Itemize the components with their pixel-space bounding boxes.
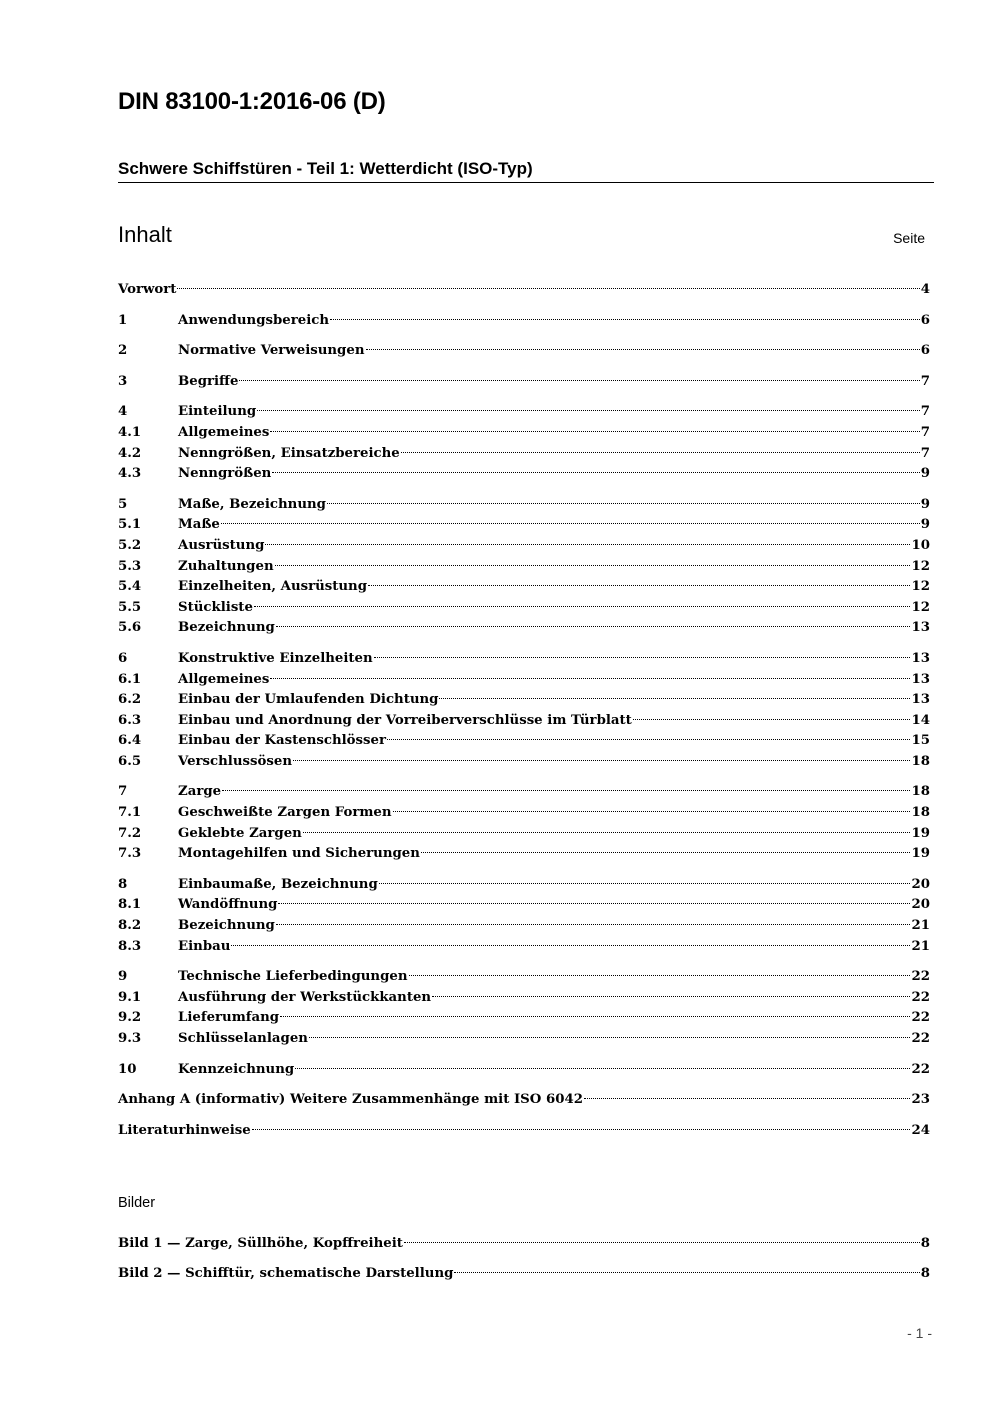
toc-entry[interactable] xyxy=(118,618,930,639)
toc-entry-title: Einteilung xyxy=(178,404,257,420)
toc-entry[interactable] xyxy=(118,988,930,1009)
toc-entry[interactable] xyxy=(118,536,930,557)
toc-entry[interactable] xyxy=(118,372,930,393)
toc-entry-page: 22 xyxy=(911,969,930,985)
figure-entry-page: 8 xyxy=(920,1236,930,1251)
dot-leader xyxy=(254,606,911,607)
toc-entry[interactable] xyxy=(118,1029,930,1050)
toc-entry[interactable] xyxy=(118,495,930,516)
toc-entry[interactable] xyxy=(118,782,930,803)
figure-entry[interactable] xyxy=(118,1234,930,1255)
toc-entry-title: Montagehilfen und Sicherungen xyxy=(178,846,420,862)
figure-entry-title: Bild 2 — Schifftür, schematische Darstellung xyxy=(118,1265,454,1281)
toc-entry[interactable] xyxy=(118,967,930,988)
toc-entry-number: 1 xyxy=(118,312,128,328)
toc-entry-title: Einbau xyxy=(178,938,231,954)
dot-leader xyxy=(309,1037,911,1038)
toc-entry-page: 7 xyxy=(920,404,930,420)
toc-entry-title: Schlüsselanlagen xyxy=(178,1031,308,1046)
toc-entry-title: Einbaumaße, Bezeichnung xyxy=(178,876,378,892)
dot-leader xyxy=(409,975,911,976)
toc-entry[interactable] xyxy=(118,1060,930,1081)
toc-entry-number: 6.3 xyxy=(118,712,142,728)
toc-entry[interactable] xyxy=(118,1008,930,1029)
toc-entry-page: 21 xyxy=(911,938,930,954)
toc-entry-page: 12 xyxy=(911,599,930,615)
toc-entry[interactable] xyxy=(118,311,930,332)
toc-entry-number: 8.1 xyxy=(118,897,142,913)
dot-leader xyxy=(276,626,911,627)
toc-entry-number: 7.3 xyxy=(118,846,142,862)
toc-entry[interactable] xyxy=(118,1121,930,1142)
dot-leader xyxy=(404,1242,920,1243)
dot-leader xyxy=(280,1016,910,1017)
toc-entry[interactable] xyxy=(118,711,930,732)
toc-entry[interactable] xyxy=(118,895,930,916)
document-title: DIN 83100-1:2016-06 (D) xyxy=(118,88,386,115)
toc-entry-number: 9.2 xyxy=(118,1010,142,1026)
toc-entry-number: 6.4 xyxy=(118,733,142,749)
toc-entry[interactable] xyxy=(118,937,930,958)
toc-entry-page: 13 xyxy=(911,671,930,687)
toc-entry-title: Anhang A (informativ) Weitere Zusammenhänge mit ISO 6042 xyxy=(118,1092,584,1108)
dot-leader xyxy=(454,1272,919,1273)
toc-entry-number: 7.2 xyxy=(118,825,142,841)
toc-entry-page: 9 xyxy=(920,496,930,512)
toc-entry-title: Begriffe xyxy=(178,373,239,389)
dot-leader xyxy=(276,924,911,925)
toc-entry-title: Zarge xyxy=(178,784,222,800)
toc-entry[interactable] xyxy=(118,824,930,845)
toc-entry-number: 8.2 xyxy=(118,918,142,934)
dot-leader xyxy=(231,945,910,946)
toc-entry-title: Kennzeichnung xyxy=(178,1061,295,1077)
toc-entry[interactable] xyxy=(118,423,930,444)
toc-entry-page: 13 xyxy=(911,620,930,636)
toc-entry-number: 5.6 xyxy=(118,620,142,636)
dot-leader xyxy=(584,1098,910,1099)
figure-entry-page: 8 xyxy=(920,1265,930,1281)
dot-leader xyxy=(270,678,910,679)
toc-entry[interactable] xyxy=(118,875,930,896)
toc-entry[interactable] xyxy=(118,444,930,465)
toc-entry-page: 10 xyxy=(911,537,930,553)
toc-entry-page: 6 xyxy=(920,343,930,359)
toc-entry-number: 8 xyxy=(118,876,128,892)
toc-entry-page: 7 xyxy=(920,373,930,389)
dot-leader xyxy=(252,1129,911,1130)
toc-entry-title: Einzelheiten, Ausrüstung xyxy=(178,579,368,595)
toc-entry-number: 6.1 xyxy=(118,671,142,687)
toc-entry-title: Einbau der Umlaufenden Dichtung xyxy=(178,692,439,708)
dot-leader xyxy=(257,410,920,411)
toc-entry-title: Stückliste xyxy=(178,599,253,615)
dot-leader xyxy=(177,288,919,289)
toc-entry[interactable] xyxy=(118,844,930,865)
toc-entry-page: 13 xyxy=(911,650,930,666)
dot-leader xyxy=(275,565,911,566)
toc-entry-page: 6 xyxy=(920,312,930,328)
dot-leader xyxy=(393,811,911,812)
toc-entry[interactable] xyxy=(118,598,930,619)
toc-entry[interactable] xyxy=(118,464,930,485)
toc-entry-title: Maße, Bezeichnung xyxy=(178,496,326,512)
toc-entry-page: 13 xyxy=(911,692,930,708)
toc-entry-number: 2 xyxy=(118,343,128,359)
dot-leader xyxy=(278,903,910,904)
figures-heading: Bilder xyxy=(118,1195,156,1211)
dot-leader xyxy=(293,760,911,761)
toc-entry-number: 4 xyxy=(118,404,128,420)
toc-entry[interactable] xyxy=(118,670,930,691)
toc-entry-number: 4.1 xyxy=(118,424,142,440)
toc-entry-title: Literaturhinweise xyxy=(118,1122,251,1138)
toc-entry-page: 12 xyxy=(911,558,930,574)
toc-heading: Inhalt xyxy=(118,222,172,247)
toc-entry-page: 24 xyxy=(911,1122,930,1138)
title-divider xyxy=(118,182,934,183)
toc-entry-title: Technische Lieferbedingungen xyxy=(178,969,408,985)
toc-entry-page: 23 xyxy=(911,1092,930,1108)
toc-entry-title: Allgemeines xyxy=(178,671,270,687)
toc-entry[interactable] xyxy=(118,577,930,598)
list-of-figures xyxy=(118,1234,930,1284)
toc-entry-number: 9.1 xyxy=(118,989,142,1005)
toc-entry-title: Lieferumfang xyxy=(178,1010,280,1026)
dot-leader xyxy=(272,472,919,473)
dot-leader xyxy=(270,431,919,432)
toc-entry-title: Allgemeines xyxy=(178,424,270,440)
toc-entry-number: 5.3 xyxy=(118,558,142,574)
toc-entry[interactable] xyxy=(118,916,930,937)
toc-entry[interactable] xyxy=(118,803,930,824)
toc-entry-number: 10 xyxy=(118,1061,137,1077)
toc-entry-page: 22 xyxy=(911,1031,930,1046)
toc-entry[interactable] xyxy=(118,649,930,670)
toc-entry-page: 12 xyxy=(911,579,930,595)
document-subtitle: Schwere Schiffstüren - Teil 1: Wetterdicht (ISO-Typ) xyxy=(118,159,533,178)
toc-entry-page: 19 xyxy=(911,825,930,841)
dot-leader xyxy=(368,585,910,586)
toc-entry-page: 14 xyxy=(911,712,930,728)
toc-entry-page: 4 xyxy=(920,282,930,297)
toc-entry[interactable] xyxy=(118,557,930,578)
toc-entry-number: 7.1 xyxy=(118,805,142,821)
dot-leader xyxy=(295,1068,910,1069)
toc-entry-number: 3 xyxy=(118,373,128,389)
toc-entry-page: 18 xyxy=(911,784,930,800)
toc-entry-title: Nenngrößen, Einsatzbereiche xyxy=(178,445,400,461)
toc-entry-number: 9.3 xyxy=(118,1031,142,1046)
toc-entry[interactable] xyxy=(118,341,930,362)
toc-entry-page: 22 xyxy=(911,989,930,1005)
dot-leader xyxy=(379,883,911,884)
toc-entry[interactable] xyxy=(118,690,930,711)
figure-entry-title: Bild 1 — Zarge, Süllhöhe, Kopffreiheit xyxy=(118,1236,403,1251)
dot-leader xyxy=(265,544,910,545)
toc-entry-title: Ausführung der Werkstückkanten xyxy=(178,989,432,1005)
toc-entry-title: Geschweißte Zargen Formen xyxy=(178,805,392,821)
toc-entry[interactable] xyxy=(118,752,930,773)
toc-entry-page: 18 xyxy=(911,753,930,769)
toc-entry[interactable] xyxy=(118,402,930,423)
toc-entry-title: Einbau und Anordnung der Vorreiberverschlüsse im Türblatt xyxy=(178,712,632,728)
toc-entry-number: 4.2 xyxy=(118,445,142,461)
dot-leader xyxy=(303,832,911,833)
dot-leader xyxy=(401,452,920,453)
toc-entry[interactable] xyxy=(118,1090,930,1111)
dot-leader xyxy=(327,503,920,504)
dot-leader xyxy=(421,852,911,853)
toc-entry-page: 20 xyxy=(911,876,930,892)
toc-entry-page: 18 xyxy=(911,805,930,821)
dot-leader xyxy=(239,380,919,381)
toc-entry-number: 5.4 xyxy=(118,579,142,595)
toc-entry-page: 9 xyxy=(920,517,930,533)
toc-entry-title: Vorwort xyxy=(118,282,177,297)
toc-entry[interactable] xyxy=(118,280,930,301)
dot-leader xyxy=(366,349,920,350)
toc-entry-page: 22 xyxy=(911,1061,930,1077)
toc-entry-number: 6.2 xyxy=(118,692,142,708)
dot-leader xyxy=(387,739,910,740)
dot-leader xyxy=(633,719,911,720)
dot-leader xyxy=(432,996,910,997)
toc-entry-title: Anwendungsbereich xyxy=(178,312,330,328)
toc-entry-page: 21 xyxy=(911,918,930,934)
toc-entry-number: 6.5 xyxy=(118,753,142,769)
dot-leader xyxy=(330,319,920,320)
toc-entry-page: 9 xyxy=(920,466,930,482)
dot-leader xyxy=(222,790,910,791)
toc-entry-title: Nenngrößen xyxy=(178,466,272,482)
toc-entry-title: Ausrüstung xyxy=(178,537,265,553)
toc-entry-title: Verschlussösen xyxy=(178,753,292,769)
toc-entry-title: Bezeichnung xyxy=(178,918,275,934)
toc-entry-number: 5.5 xyxy=(118,599,142,615)
toc-entry-page: 22 xyxy=(911,1010,930,1026)
dot-leader xyxy=(439,698,910,699)
toc-entry-title: Normative Verweisungen xyxy=(178,343,365,359)
toc-entry-title: Einbau der Kastenschlösser xyxy=(178,733,386,749)
toc-entry-number: 7 xyxy=(118,784,128,800)
toc-entry-title: Maße xyxy=(178,517,220,533)
figure-entry[interactable] xyxy=(118,1264,930,1285)
toc-entry-title: Geklebte Zargen xyxy=(178,825,302,841)
page-number: - 1 - xyxy=(907,1325,932,1341)
toc-entry-number: 5.1 xyxy=(118,517,142,533)
toc-entry-page: 7 xyxy=(920,445,930,461)
toc-entry-number: 5 xyxy=(118,496,128,512)
toc-entry[interactable] xyxy=(118,515,930,536)
toc-page-column-label: Seite xyxy=(893,230,925,246)
dot-leader xyxy=(374,657,911,658)
dot-leader xyxy=(221,523,920,524)
toc-entry-page: 19 xyxy=(911,846,930,862)
toc-entry[interactable] xyxy=(118,731,930,752)
toc-entry-title: Bezeichnung xyxy=(178,620,275,636)
toc-entry-number: 8.3 xyxy=(118,938,142,954)
toc-entry-title: Wandöffnung xyxy=(178,897,278,913)
toc-entry-page: 20 xyxy=(911,897,930,913)
toc-entry-title: Konstruktive Einzelheiten xyxy=(178,650,373,666)
toc-entry-number: 6 xyxy=(118,650,128,666)
toc-entry-page: 15 xyxy=(911,733,930,749)
toc-entry-page: 7 xyxy=(920,424,930,440)
toc-entry-title: Zuhaltungen xyxy=(178,558,274,574)
toc-entry-number: 5.2 xyxy=(118,537,142,553)
toc-entry-number: 4.3 xyxy=(118,466,142,482)
toc-entry-number: 9 xyxy=(118,969,128,985)
table-of-contents xyxy=(118,280,930,1141)
